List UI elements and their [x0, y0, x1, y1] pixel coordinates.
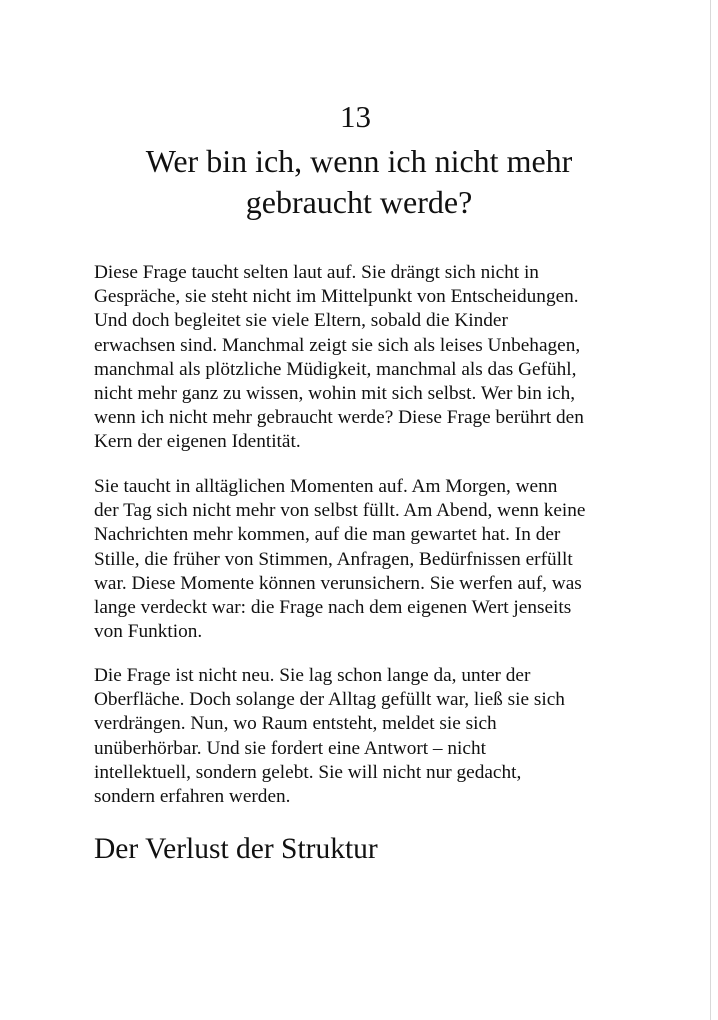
paragraph-1 — [94, 261, 634, 455]
chapter-title — [60, 141, 658, 223]
text-line: Diese Frage taucht selten laut auf. Sie drängt sich nicht in — [94, 262, 539, 283]
text-line: verdrängen. Nun, wo Raum entsteht, meldet sie sich — [94, 713, 497, 735]
text-line: wenn ich nicht mehr gebraucht werde? Diese Frage berührt den — [94, 407, 584, 429]
text-line: lange verdeckt war: die Frage nach dem eigenen Wert jenseits — [94, 597, 572, 619]
text-line: Gespräche, sie steht nicht im Mittelpunkt von Entscheidungen. — [94, 286, 579, 308]
section-heading: Der Verlust der Struktur — [94, 833, 378, 865]
text-line: Die Frage ist nicht neu. Sie lag schon lange da, unter der — [94, 665, 531, 686]
text-line: intellektuell, sondern gelebt. Sie will nicht nur gedacht, — [94, 761, 522, 783]
text-line: nicht mehr ganz zu wissen, wohin mit sich selbst. Wer bin ich, — [94, 383, 576, 405]
text-line: von Funktion. — [94, 621, 203, 643]
chapter-title-line: gebraucht werde? — [245, 184, 473, 220]
text-line: Nachrichten mehr kommen, auf die man gewartet hat. In der — [94, 524, 561, 546]
paragraph-2 — [94, 475, 634, 644]
text-line: Und doch begleitet sie viele Eltern, sobald die Kinder — [94, 310, 508, 332]
text-line: Kern der eigenen Identität. — [94, 431, 301, 453]
text-line: sondern erfahren werden. — [94, 786, 291, 808]
chapter-title-line: Wer bin ich, wenn ich nicht mehr — [145, 143, 573, 179]
paragraph-3 — [94, 664, 634, 809]
text-line: erwachsen sind. Manchmal zeigt sie sich als leises Unbehagen, — [94, 334, 581, 356]
text-line: unüberhörbar. Und sie fordert eine Antwort – nicht — [94, 737, 486, 759]
text-line: der Tag sich nicht mehr von selbst füllt. Am Abend, wenn keine — [94, 500, 586, 522]
text-line: Oberfläche. Doch solange der Alltag gefüllt war, ließ sie sich — [94, 689, 565, 711]
chapter-number: 13 — [340, 99, 371, 134]
text-line: manchmal als plötzliche Müdigkeit, manchmal als das Gefühl, — [94, 358, 577, 380]
text-line: Sie taucht in alltäglichen Momenten auf. Am Morgen, wenn — [94, 476, 558, 497]
text-line: Stille, die früher von Stimmen, Anfragen, Bedürfnissen erfüllt — [94, 548, 573, 570]
text-line: war. Diese Momente können verunsichern. Sie werfen auf, was — [94, 572, 582, 594]
